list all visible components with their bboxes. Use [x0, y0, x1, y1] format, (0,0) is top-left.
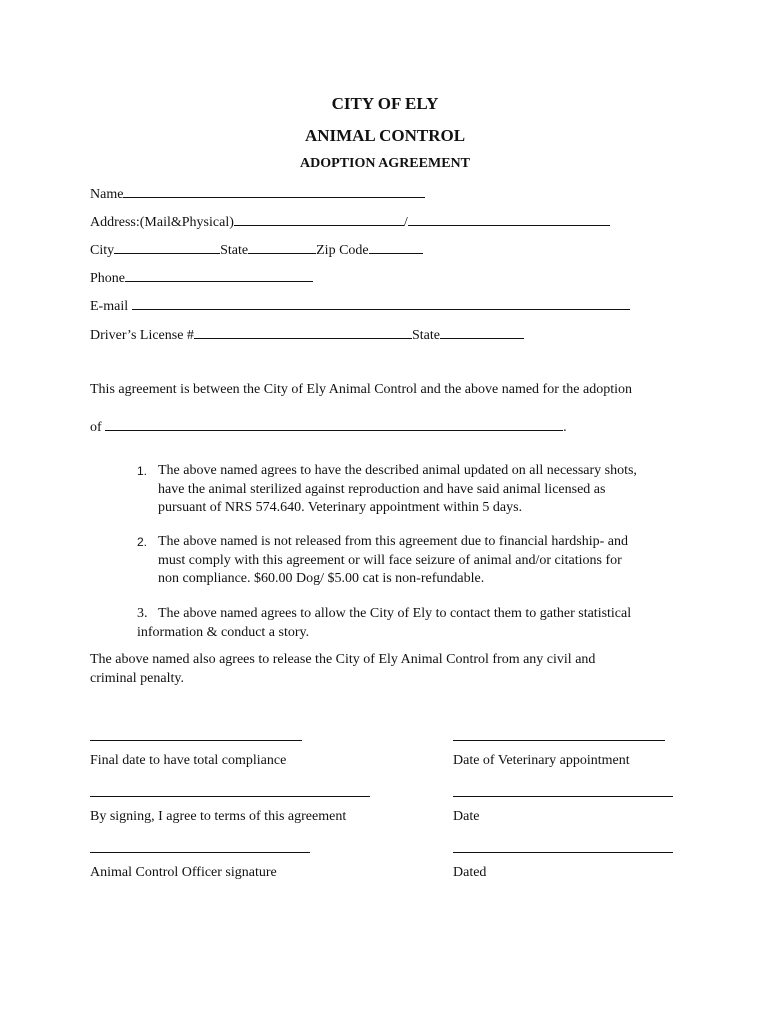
city-title: CITY OF ELY	[331, 94, 439, 113]
officer-label: Animal Control Officer signature	[90, 865, 277, 880]
release-line-1: The above named also agrees to release the City of Ely Animal Control from any civil and	[90, 652, 596, 667]
animal-description-field[interactable]	[105, 417, 563, 431]
item-3-line-1: The above named agrees to allow the City of Ely to contact them to gather statistical	[158, 606, 632, 621]
item-2-line-1: The above named is not released from this agreement due to financial hardship- and	[158, 534, 628, 549]
adoption-of-row	[90, 417, 567, 437]
name-label: Name	[90, 187, 124, 202]
vet-date-signature-line[interactable]	[453, 740, 665, 741]
item-2-line-3: non compliance. $60.00 Dog/ $5.00 cat is non-refundable.	[158, 571, 485, 586]
license-state-field[interactable]	[440, 325, 524, 339]
license-state-label: State	[411, 328, 440, 343]
item-3-line-2: information & conduct a story.	[137, 625, 310, 640]
phone-row	[90, 268, 313, 288]
item-number: 3.	[137, 606, 148, 621]
item-2-line-2: must comply with this agreement or will face seizure of animal and/or citations for	[158, 553, 622, 568]
item-1-line-3: pursuant of NRS 574.640. Veterinary appointment within 5 days.	[158, 500, 523, 515]
city-row	[90, 240, 423, 260]
license-row	[90, 325, 524, 345]
release-line-2: criminal penalty.	[90, 671, 184, 686]
name-row	[90, 184, 425, 204]
phone-label: Phone	[90, 271, 125, 286]
item-number: 2.	[137, 535, 148, 549]
name-field[interactable]	[123, 184, 425, 198]
department-title: ANIMAL CONTROL	[304, 126, 466, 145]
officer-date-line[interactable]	[453, 852, 673, 853]
final-date-signature-line[interactable]	[90, 740, 302, 741]
officer-signature-line[interactable]	[90, 852, 310, 853]
of-period: .	[563, 420, 567, 435]
email-field[interactable]	[132, 296, 630, 310]
item-1-line-2: have the animal sterilized against reproduction and have said animal licensed as	[158, 482, 606, 497]
address-label: Address:(Mail&Physical)	[90, 215, 234, 230]
license-field[interactable]	[194, 325, 412, 339]
state-label: State	[220, 243, 249, 258]
email-row	[90, 296, 630, 316]
address-mail-field[interactable]	[234, 212, 404, 226]
state-field[interactable]	[248, 240, 316, 254]
date-label: Date	[453, 809, 480, 824]
dated-label: Dated	[453, 865, 487, 880]
vet-date-label: Date of Veterinary appointment	[453, 753, 630, 768]
email-label: E-mail	[90, 299, 129, 314]
zip-field[interactable]	[369, 240, 423, 254]
address-separator: /	[403, 215, 408, 230]
address-physical-field[interactable]	[408, 212, 610, 226]
zip-label: Zip Code	[316, 243, 369, 258]
city-label: City	[90, 243, 115, 258]
adopter-date-line[interactable]	[453, 796, 673, 797]
item-1-line-1: The above named agrees to have the described animal updated on all necessary shots,	[158, 463, 637, 478]
agree-label: By signing, I agree to terms of this agreement	[90, 809, 347, 824]
of-label: of	[90, 420, 102, 435]
document-title: ADOPTION AGREEMENT	[300, 156, 470, 171]
address-row	[90, 212, 610, 232]
final-date-label: Final date to have total compliance	[90, 753, 287, 768]
item-number: 1.	[137, 464, 148, 478]
license-label: Driver’s License #	[90, 328, 194, 343]
phone-field[interactable]	[125, 268, 313, 282]
adopter-signature-line[interactable]	[90, 796, 370, 797]
city-field[interactable]	[114, 240, 220, 254]
intro-text: This agreement is between the City of Ely Animal Control and the above named for the adoption	[90, 382, 632, 397]
